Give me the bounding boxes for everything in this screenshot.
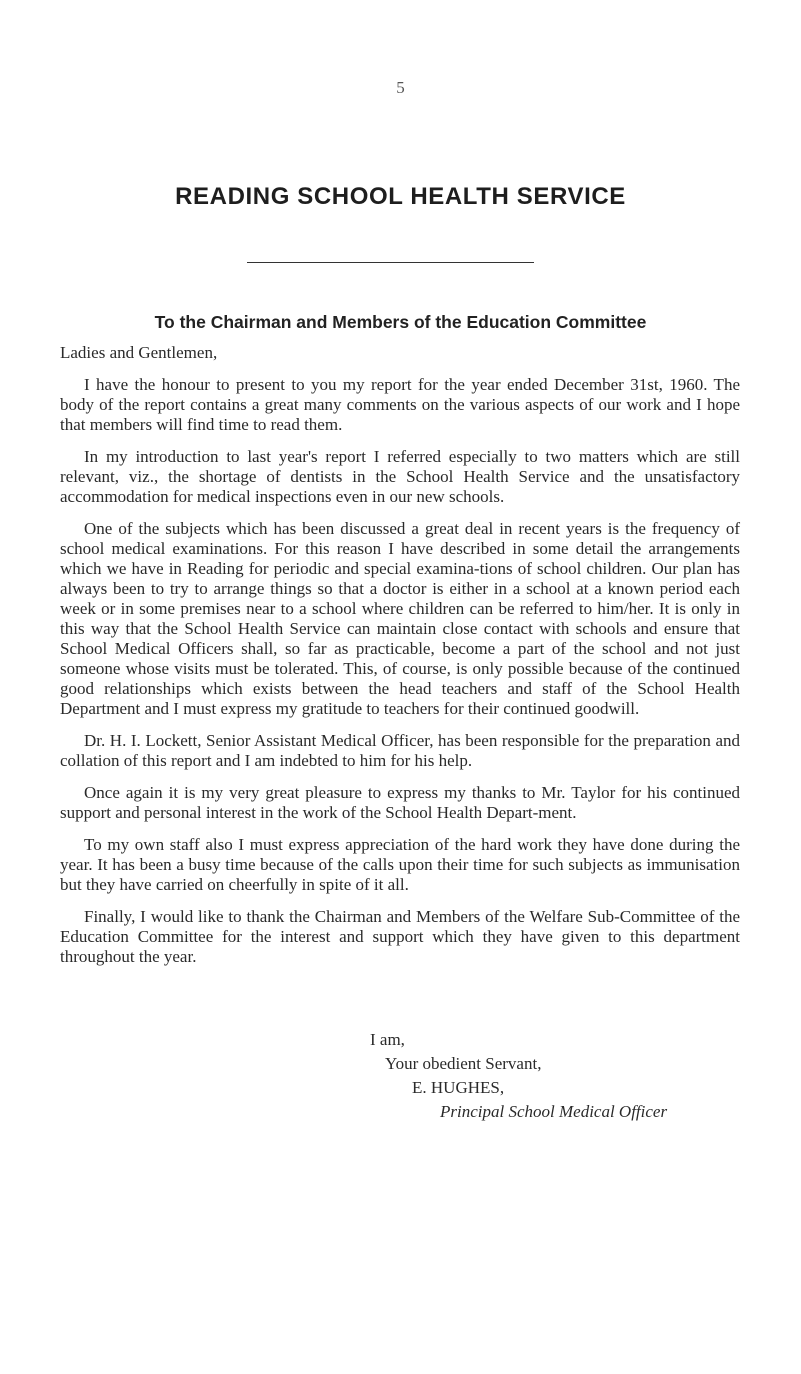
closing-servant: Your obedient Servant,: [385, 1054, 542, 1073]
closing-line: I am,: [370, 1030, 405, 1049]
paragraph: To my own staff also I must express appreciation of the hard work they have done during the year. It has been a busy time because of the calls upon their time for such subjects as immunisation but they have carried on cheerfully in spite of it all.: [60, 835, 740, 894]
paragraph: Once again it is my very great pleasure to express my thanks to Mr. Taylor for his continued support and personal interest in the work of the School Health Depart-ment.: [60, 783, 740, 822]
paragraph: Dr. H. I. Lockett, Senior Assistant Medical Officer, has been responsible for the preparation and collation of this report and I am indebted to him for his help.: [60, 731, 740, 770]
paragraph: In my introduction to last year's report I referred especially to two matters which are still relevant, viz., the shortage of dentists in the School Health Service and the unsatisfactory accommodation for medical inspections even in our new schools.: [60, 447, 740, 506]
paragraph: Finally, I would like to thank the Chairman and Members of the Welfare Sub-Committee of the Education Committee for the interest and support which they have given to this department throughout the year.: [60, 907, 740, 966]
page-number: 5: [396, 78, 405, 97]
letter-address: To the Chairman and Members of the Education Committee: [154, 312, 647, 332]
signatory-title: Principal School Medical Officer: [440, 1102, 668, 1121]
paragraph: One of the subjects which has been discussed a great deal in recent years is the frequency of school medical examinations. For this reason I have described in some detail the arrangements which we have in Reading for periodic and special examina-tions of school children. Our plan has always been to try to arrange things so that a doctor is either in a school at a known period each week or in some premises near to a school where children can be referred to him/her. It is only in this way that the School Health Service can maintain close contact with schools and ensure that School Medical Officers shall, so far as practicable, become a part of the school and not just someone whose visits must be tolerated. This, of course, is only possible because of the continued good relationships which exists between the head teachers and staff of the School Health Department and I must express my gratitude to teachers for their continued goodwill.: [60, 519, 740, 718]
paragraph: I have the honour to present to you my report for the year ended December 31st, 1960. The body of the report contains a great many comments on the various aspects of our work and I hope that members will find time to read them.: [60, 375, 740, 434]
title-divider: [247, 262, 534, 263]
page-title: READING SCHOOL HEALTH SERVICE: [175, 183, 626, 210]
salutation: Ladies and Gentlemen,: [60, 343, 218, 362]
signatory-name: E. HUGHES,: [412, 1078, 505, 1097]
letter-body: [60, 343, 740, 979]
